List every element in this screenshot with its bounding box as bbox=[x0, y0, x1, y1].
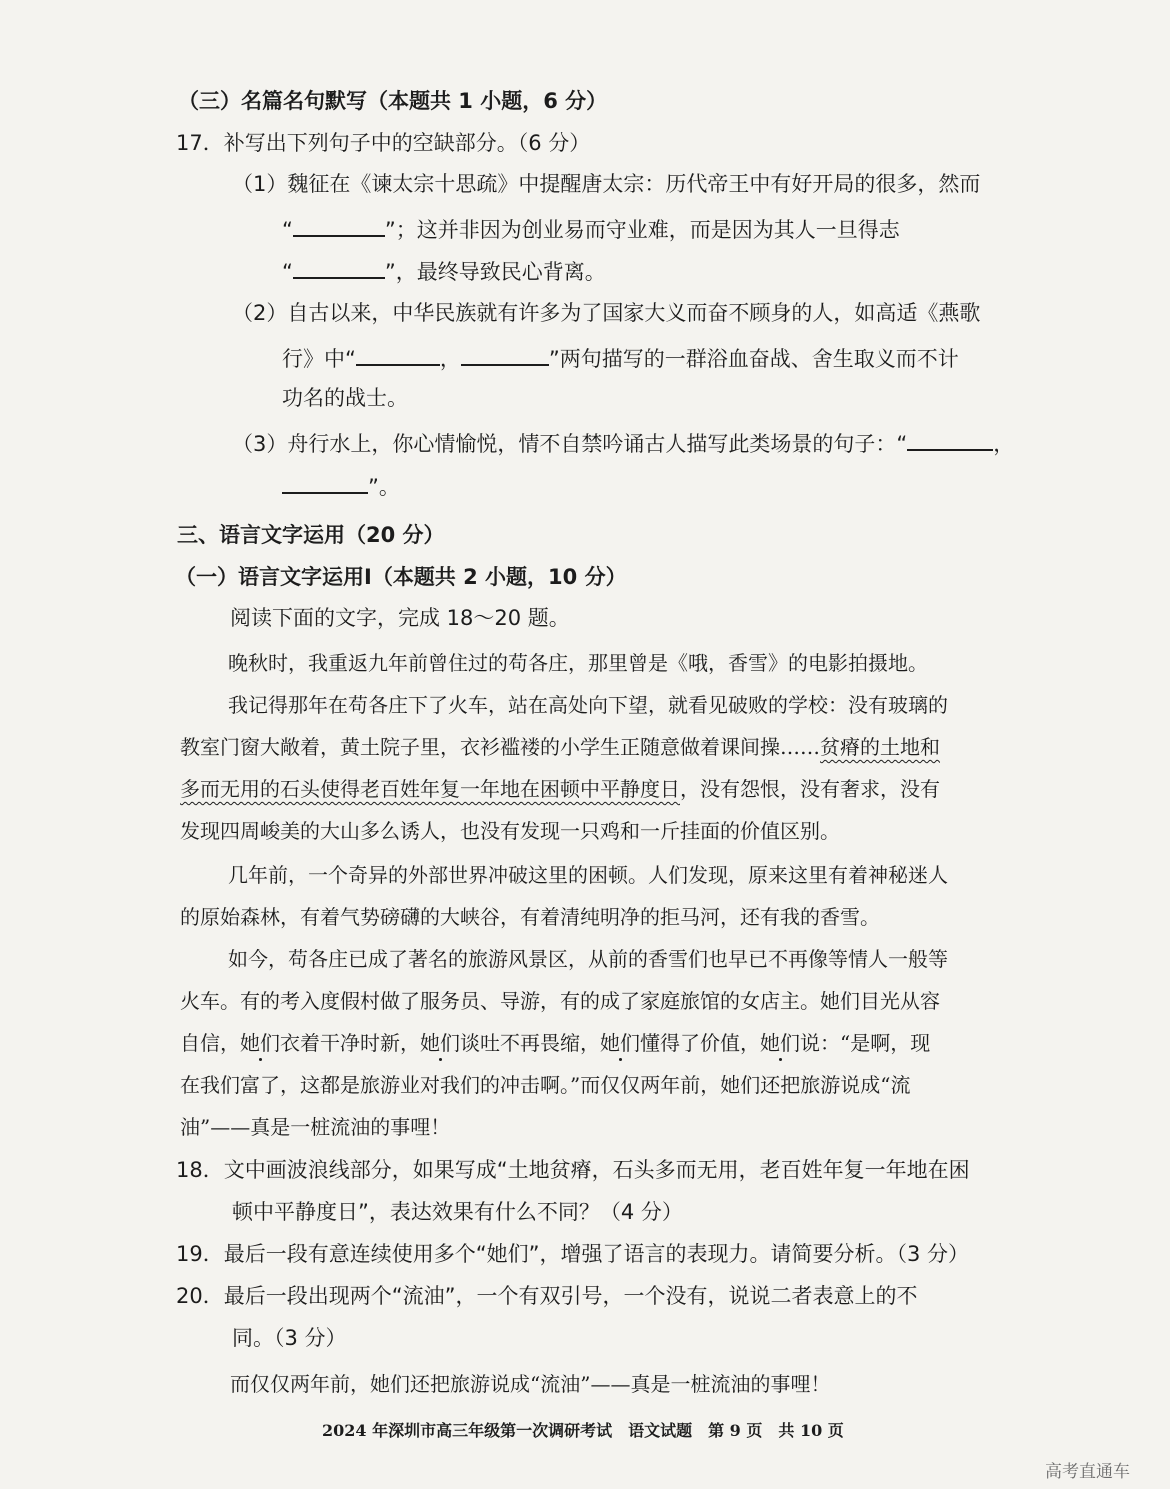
answer-blank[interactable] bbox=[356, 344, 440, 366]
section-heading-famous-lines: （三）名篇名句默写（本题共 1 小题，6 分） bbox=[178, 89, 608, 113]
page-footer: 2024 年深圳市高三年级第一次调研考试 语文试题 第 9 页 共 10 页 bbox=[322, 1421, 844, 1440]
q17-item1-line3 bbox=[282, 257, 606, 285]
answer-blank[interactable] bbox=[293, 257, 385, 279]
passage-para2-line1: 我记得那年在苟各庄下了火车，站在高处向下望，就看见破败的学校：没有玻璃的 bbox=[228, 693, 948, 717]
wavy-underlined-text: 多而无用的石头使得老百姓年复一年地在困顿中平静度日 bbox=[180, 777, 680, 801]
passage-para4-line5: 油”——真是一桩流油的事哩！ bbox=[180, 1115, 451, 1139]
q17-item1-line1: （1）魏征在《谏太宗十思疏》中提醒唐太宗：历代帝王中有好开局的很多，然而 bbox=[232, 172, 981, 196]
passage-para4-line3 bbox=[180, 1031, 930, 1055]
subsection-heading-language-use: （一）语言文字运用Ⅰ（本题共 2 小题，10 分） bbox=[175, 565, 627, 589]
q17-item2-line2 bbox=[282, 344, 959, 372]
passage-para2-line2 bbox=[180, 735, 940, 759]
q17-item1-line3-text: ”，最终导致民心背离。 bbox=[384, 260, 606, 284]
question-18-line1: 18．文中画波浪线部分，如果写成“土地贫瘠，石头多而无用，老百姓年复一年地在困 bbox=[176, 1158, 970, 1182]
comma: ， bbox=[439, 347, 461, 371]
passage-text: 谈吐不再畏缩， bbox=[460, 1031, 600, 1055]
question-17-stem: 17．补写出下列句子中的空缺部分。（6 分） bbox=[176, 131, 591, 155]
passage-para3-line1: 几年前，一个奇异的外部世界冲破这里的困顿。人们发现，原来这里有着神秘迷人 bbox=[228, 863, 948, 887]
reading-instruction: 阅读下面的文字，完成 18～20 题。 bbox=[230, 606, 570, 630]
q17-item3-line1-text: （3）舟行水上，你心情愉悦，情不自禁吟诵古人描写此类场景的句子：“ bbox=[232, 432, 908, 456]
q17-item2-line3: 功名的战士。 bbox=[282, 386, 408, 410]
emphasis-dotted-word: 她们 bbox=[240, 1031, 280, 1055]
q17-item2-line2-text: ”两句描写的一群浴血奋战、舍生取义而不计 bbox=[548, 347, 959, 371]
quoted-sentence: 而仅仅两年前，她们还把旅游说成“流油”——真是一桩流油的事哩！ bbox=[230, 1372, 831, 1396]
question-20-line2: 同。（3 分） bbox=[232, 1326, 347, 1350]
q17-item3-line2 bbox=[282, 472, 400, 500]
passage-para4-line4: 在我们富了，这都是旅游业对我们的冲击啊。”而仅仅两年前，她们还把旅游说成“流 bbox=[180, 1073, 911, 1097]
q17-item3-line1 bbox=[232, 429, 1014, 457]
q17-item2-line1: （2）自古以来，中华民族就有许多为了国家大义而奋不顾身的人，如高适《燕歌 bbox=[232, 301, 981, 325]
question-18-line2: 顿中平静度日”，表达效果有什么不同？（4 分） bbox=[232, 1200, 683, 1224]
emphasis-dotted-word: 她们 bbox=[600, 1031, 640, 1055]
passage-text: 说：“是啊，现 bbox=[800, 1031, 931, 1055]
emphasis-dotted-word: 她们 bbox=[420, 1031, 460, 1055]
part-three-heading: 三、语言文字运用（20 分） bbox=[177, 523, 445, 547]
passage-text: 懂得了价值， bbox=[640, 1031, 760, 1055]
question-20-line1: 20．最后一段出现两个“流油”，一个有双引号，一个没有，说说二者表意上的不 bbox=[176, 1284, 918, 1308]
answer-blank[interactable] bbox=[461, 344, 549, 366]
comma: ， bbox=[993, 432, 1015, 456]
passage-para2-line4: 发现四周峻美的大山多么诱人，也没有发现一只鸡和一斤挂面的价值区别。 bbox=[180, 819, 840, 843]
question-19: 19．最后一段有意连续使用多个“她们”，增强了语言的表现力。请简要分析。（3 分） bbox=[176, 1242, 970, 1266]
passage-para4-line1: 如今，苟各庄已成了著名的旅游风景区，从前的香雪们也早已不再像等情人一般等 bbox=[228, 947, 948, 971]
q17-item1-line2-text: ”；这并非因为创业易而守业难，而是因为其人一旦得志 bbox=[384, 218, 900, 242]
q17-item2-line2-prefix: 行》中“ bbox=[282, 347, 356, 371]
passage-text: 教室门窗大敞着，黄土院子里，衣衫褴褛的小学生正随意做着课间操…… bbox=[180, 735, 820, 759]
passage-text: ，没有怨恨，没有奢求，没有 bbox=[680, 777, 940, 801]
emphasis-dotted-word: 她们 bbox=[760, 1031, 800, 1055]
quote-open: “ bbox=[282, 218, 293, 242]
passage-para1: 晚秋时，我重返九年前曾住过的苟各庄，那里曾是《哦，香雪》的电影拍摄地。 bbox=[228, 651, 928, 675]
passage-text: 自信， bbox=[180, 1031, 240, 1055]
passage-text: 衣着干净时新， bbox=[280, 1031, 420, 1055]
passage-para2-line3 bbox=[180, 777, 940, 801]
quote-open: “ bbox=[282, 260, 293, 284]
passage-para3-line2: 的原始森林，有着气势磅礴的大峡谷，有着清纯明净的拒马河，还有我的香雪。 bbox=[180, 905, 880, 929]
answer-blank[interactable] bbox=[907, 429, 993, 451]
answer-blank[interactable] bbox=[282, 472, 368, 494]
answer-blank[interactable] bbox=[293, 215, 385, 237]
passage-para4-line2: 火车。有的考入度假村做了服务员、导游，有的成了家庭旅馆的女店主。她们目光从容 bbox=[180, 989, 940, 1013]
watermark-label: 高考直通车 bbox=[1045, 1462, 1130, 1482]
q17-item3-line2-text: ”。 bbox=[368, 475, 400, 499]
wavy-underlined-text: 贫瘠的土地和 bbox=[820, 735, 940, 759]
q17-item1-line2 bbox=[282, 215, 900, 243]
